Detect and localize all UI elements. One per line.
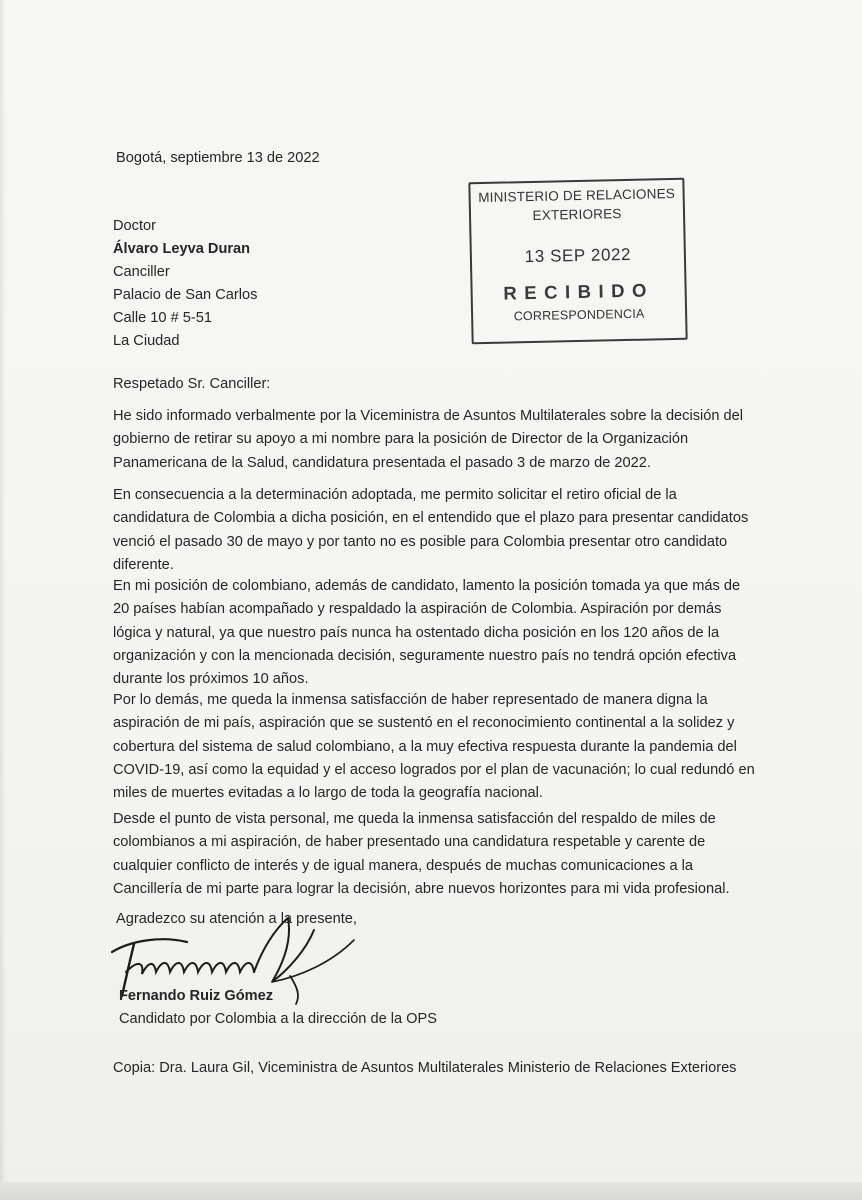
recipient-address: Calle 10 # 5-51 — [113, 310, 212, 326]
paragraph-line: Panamericana de la Salud, candidatura presentada el pasado 3 de marzo de 2022. — [113, 454, 651, 471]
paragraph-line: En consecuencia a la determinación adoptada, me permito solicitar el retiro oficial de la — [113, 487, 677, 503]
recipient-position: Canciller — [113, 264, 170, 280]
paragraph-5 — [113, 808, 753, 901]
closing-line: Agradezco su atención a la presente, — [116, 911, 357, 927]
paragraph-line: lógica y natural, ya que nuestro país nunca ha ostentado dicha posición en los 120 años de la — [113, 624, 720, 641]
paragraph-line: He sido informado verbalmente por la Viceministra de Asuntos Multilaterales sobre la decisión del — [113, 408, 744, 424]
stamp-ministry-line1: MINISTERIO DE RELACIONES — [478, 185, 676, 206]
signer-title: Candidato por Colombia a la dirección de la OPS — [119, 1011, 437, 1027]
recipient-title: Doctor — [113, 218, 156, 234]
recipient-city: La Ciudad — [113, 333, 180, 349]
letter-date: Bogotá, septiembre 13 de 2022 — [116, 150, 320, 166]
paragraph-line: COVID-19, así como la equidad y el acceso logrados por el plan de vacunación; lo cual redundó en — [113, 761, 755, 778]
page-edge-shadow — [0, 0, 6, 1200]
scan-bottom-edge — [0, 1182, 862, 1200]
received-stamp — [468, 178, 687, 344]
recipient-office: Palacio de San Carlos — [113, 287, 258, 303]
paragraph-line: venció el pasado 30 de mayo y por tanto no es posible para Colombia presentar otro candidato — [113, 533, 728, 550]
paragraph-line: aspiración de mi país, aspiración que se sustentó en el reconocimiento continental a la solidez y — [113, 715, 735, 732]
paragraph-line: 20 países habían acompañado y respaldado la aspiración de Colombia. Aspiración por demás — [113, 601, 722, 618]
recipient-name: Álvaro Leyva Duran — [113, 241, 251, 257]
stamp-date: 13 SEP 2022 — [524, 244, 632, 267]
salutation: Respetado Sr. Canciller: — [113, 376, 271, 392]
paragraph-1 — [113, 405, 753, 475]
paragraph-line: Cancillería de mi parte para lograr la decisión, abre nuevos horizontes para mi vida profesional. — [113, 880, 730, 897]
stamp-department: CORRESPONDENCIA — [513, 306, 645, 324]
paragraph-line: gobierno de retirar su apoyo a mi nombre para la posición de Director de la Organización — [113, 431, 689, 448]
stamp-status: RECIBIDO — [503, 279, 655, 304]
paragraph-3 — [113, 575, 753, 691]
paragraph-line: Desde el punto de vista personal, me queda la inmensa satisfacción del respaldo de miles de — [113, 811, 716, 827]
stamp-ministry-line2: EXTERIORES — [532, 206, 622, 223]
copy-line: Copia: Dra. Laura Gil, Viceministra de Asuntos Multilaterales Ministerio de Relaciones Exteriores — [113, 1060, 737, 1076]
paragraph-4 — [113, 689, 753, 805]
paragraph-2 — [113, 484, 753, 577]
signer-name: Fernando Ruiz Gómez — [119, 988, 274, 1004]
paragraph-line: colombianos a mi aspiración, de haber presentado una candidatura respetable y carente de — [113, 834, 706, 851]
paragraph-line: En mi posición de colombiano, además de candidato, lamento la posición tomada ya que más de — [113, 578, 741, 594]
paragraph-line: candidatura de Colombia a dicha posición, en el entendido que el plazo para presentar candidatos — [113, 510, 749, 527]
paragraph-line: cobertura del sistema de salud colombiano, a la muy efectiva respuesta durante la pandemia del — [113, 738, 737, 755]
paragraph-line: diferente. — [113, 556, 174, 573]
paragraph-line: organización y con la mencionada decisión, seguramente nuestro país no tendrá opción efectiva — [113, 647, 737, 664]
paragraph-line: miles de muertes evitadas a lo largo de toda la geografía nacional. — [113, 785, 543, 802]
paragraph-line: Por lo demás, me queda la inmensa satisfacción de haber representado de manera digna la — [113, 692, 708, 708]
paragraph-line: durante los próximos 10 años. — [113, 671, 309, 688]
paragraph-line: cualquier conflicto de interés y de igual manera, después de muchas comunicaciones a la — [113, 857, 694, 874]
